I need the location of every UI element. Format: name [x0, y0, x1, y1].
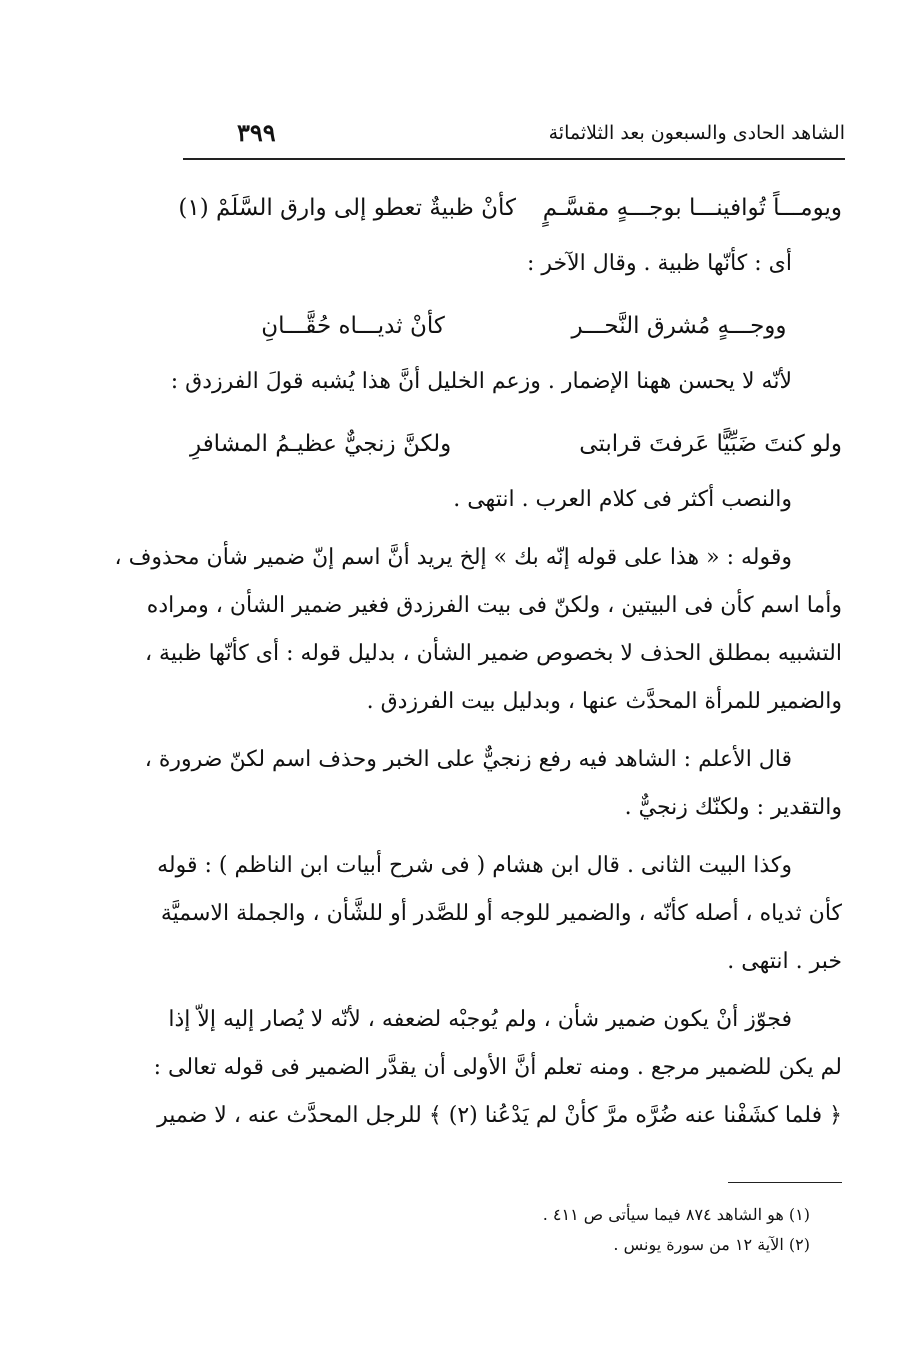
- text-line-3: [190, 476, 842, 524]
- header-rule: [183, 158, 845, 160]
- verse-1-second-hemistich: كأنْ ظبيةٌ تعطو إلى وارق السَّلَمْ (١): [178, 195, 516, 221]
- paragraph-2: [144, 736, 842, 832]
- text-line: أى : كأنّها ظبية . وقال الآخر :: [526, 251, 792, 276]
- paragraph-4: [153, 996, 842, 1140]
- paragraph-line: فجوّز أنْ يكون ضمير شأن ، ولم يُوجبْه لضعفه ، لأنّه لا يُصار إليه إلاّ إذا: [168, 1007, 792, 1032]
- verse-1: [178, 180, 842, 236]
- paragraph-line: وقوله : « هذا على قوله إنّه بك » إلخ يريد أنَّ اسم إنّ ضمير شأن محذوف ،: [114, 545, 792, 570]
- paragraph-line: لم يكن للضمير مرجع . ومنه تعلم أنَّ الأولى أن يقدَّر الضمير فى قوله تعالى :: [153, 1055, 842, 1080]
- footnote-2: (٢) الآية ١٢ من سورة يونس .: [613, 1235, 810, 1254]
- text-line-2: [170, 358, 842, 406]
- verse-3-first-hemistich: ولو كنتَ ضَبِّيًّا عَرفتَ قرابتى: [579, 431, 842, 457]
- verse-3: [190, 416, 842, 472]
- paragraph-line: والتقدير : ولكنّك زنجيٌّ .: [624, 795, 842, 820]
- paragraph-line: ﴿ فلما كشَفْنا عنه ضُرَّه مرَّ كأنْ لم يَدْعُنا (٢) ﴾ للرجل المحدَّث عنه ، لا ضمير: [157, 1103, 842, 1128]
- running-title: الشاهد الحادى والسبعون بعد الثلاثمائة: [548, 122, 845, 144]
- footnote-1: (١) هو الشاهد ٨٧٤ فيما سيأتى ص ٤١١ .: [542, 1205, 810, 1224]
- verse-1-first-hemistich: ويومـــاً تُوافينـــا بوجـــهٍ مقسَّـمٍ: [542, 195, 842, 221]
- paragraph-line: وأما اسم كأن فى البيتين ، ولكنّ فى بيت الفرزدق فغير ضمير الشأن ، ومراده: [146, 593, 842, 618]
- paragraph-3: [157, 842, 842, 986]
- paragraph-line: قال الأعلم : الشاهد فيه رفع زنجيٌّ على الخبر وحذف اسم لكنّ ضرورة ،: [144, 747, 792, 772]
- verse-2-second-hemistich: كأنْ ثديـــاه حُقَّـــانِ: [261, 313, 445, 339]
- page-number: ٣٩٩: [237, 118, 276, 147]
- paragraph-line: والضمير للمرأة المحدَّث عنها ، وبدليل بيت الفرزدق .: [366, 689, 842, 714]
- paragraph-line: التشبيه بمطلق الحذف لا بخصوص ضمير الشأن ، بدليل قوله : أى كأنّها ظبية ،: [144, 641, 842, 666]
- paragraph-1: [114, 534, 842, 726]
- verse-2: [190, 298, 842, 354]
- footnote-separator: [728, 1182, 842, 1183]
- main-text: [114, 180, 842, 1150]
- paragraph-line: كأن ثدياه ، أصله كأنّه ، والضمير للوجه أو للصَّدر أو للشَّأن ، والجملة الاسميَّة: [160, 901, 842, 926]
- paragraph-line: وكذا البيت الثانى . قال ابن هشام ( فى شرح أبيات ابن الناظم ) : قوله: [157, 853, 792, 878]
- text-line: والنصب أكثر فى كلام العرب . انتهى .: [453, 487, 792, 512]
- verse-3-second-hemistich: ولكنَّ زنجيٌّ عظيـمُ المشافرِ: [190, 431, 452, 457]
- text-line-1: [190, 240, 842, 288]
- page-header: [183, 118, 845, 158]
- verse-2-first-hemistich: ووجـــهٍ مُشرق النَّحـــر: [571, 313, 787, 339]
- paragraph-line: خبر . انتهى .: [727, 949, 842, 974]
- footnotes: [420, 1200, 810, 1260]
- text-line: لأنّه لا يحسن ههنا الإضمار . وزعم الخليل أنَّ هذا يُشبه قولَ الفرزدق :: [170, 369, 792, 394]
